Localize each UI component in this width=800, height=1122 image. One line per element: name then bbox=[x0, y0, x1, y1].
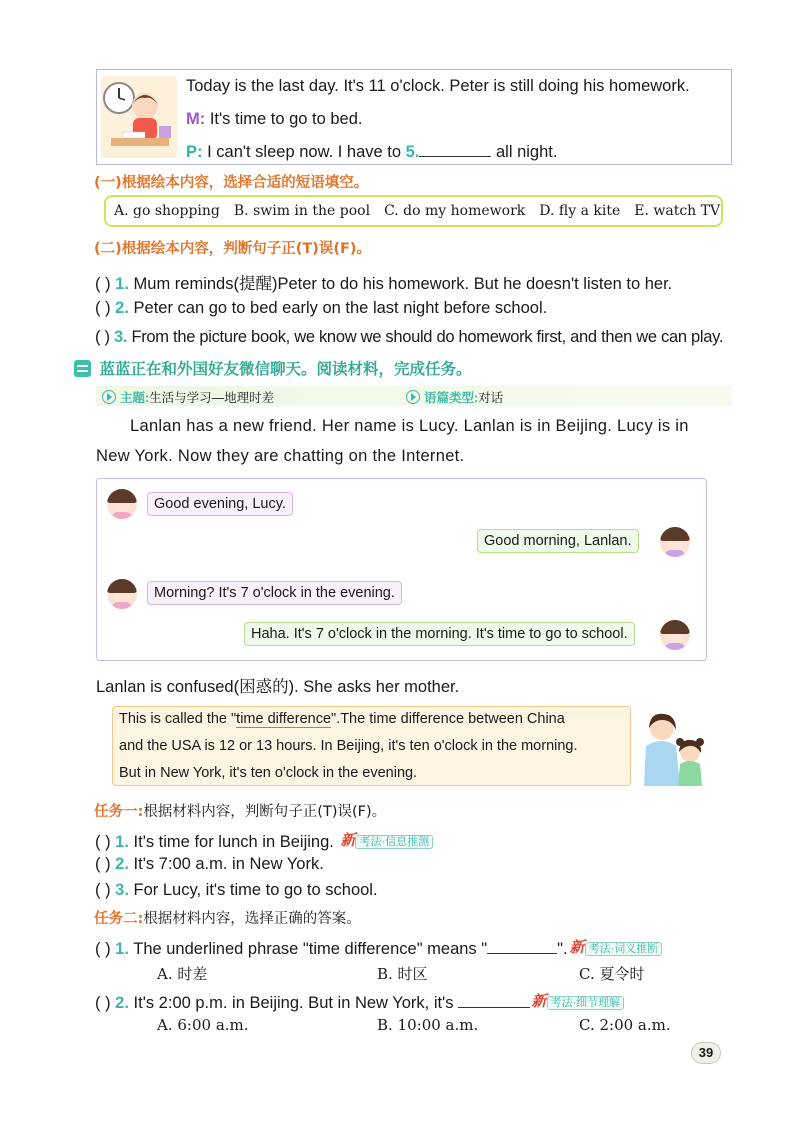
q1-option-c[interactable]: C. 夏令时 bbox=[579, 965, 645, 983]
item-text: Mum reminds(提醒)Peter to do his homework. But he doesn't listen to her. bbox=[133, 275, 673, 293]
answer-paren[interactable]: ( ) bbox=[95, 833, 111, 851]
item-text: From the picture book, we know we should do homework first, and then we can play. bbox=[131, 328, 724, 346]
answer-paren[interactable]: ( ) bbox=[95, 855, 111, 873]
explain-text-a: This is called the " bbox=[119, 711, 237, 727]
story-p-text-b: all night. bbox=[496, 143, 558, 161]
answer-blank[interactable] bbox=[487, 953, 557, 954]
new-method-tag bbox=[570, 936, 663, 957]
play-icon bbox=[406, 390, 420, 404]
item-number: 1. bbox=[115, 275, 129, 293]
tag-label: 考法·信息推测 bbox=[355, 835, 433, 849]
part2-item-2 bbox=[95, 299, 547, 318]
play-icon bbox=[102, 390, 116, 404]
type-value: 对话 bbox=[478, 391, 504, 405]
q2-option-c[interactable]: C. 2:00 a.m. bbox=[579, 1016, 671, 1034]
answer-blank[interactable] bbox=[458, 1007, 530, 1008]
item-text: It's 2:00 p.m. in Beijing. But in New York, it's bbox=[133, 994, 454, 1012]
speaker-m: M: bbox=[186, 110, 206, 128]
topic-label: 主题: bbox=[120, 391, 150, 405]
task1-item-3 bbox=[95, 881, 378, 900]
section-header bbox=[74, 357, 471, 379]
task2-question-2 bbox=[95, 990, 624, 1013]
story-line-p bbox=[186, 143, 557, 162]
part2-heading: (二)根据绘本内容，判断句子正(T)误(F)。 bbox=[94, 241, 372, 257]
item-text: It's 7:00 a.m. in New York. bbox=[133, 855, 324, 873]
explain-line-3: But in New York, it's ten o'clock in the evening. bbox=[119, 765, 418, 781]
tag-label: 考法·细节理解 bbox=[547, 996, 625, 1010]
choice-a: A. go shopping bbox=[114, 203, 220, 219]
speaker-p: P: bbox=[186, 143, 203, 161]
explain-text-b: ".The time difference between China bbox=[331, 711, 565, 727]
answer-paren[interactable]: ( ) bbox=[95, 328, 110, 346]
choice-box bbox=[104, 195, 723, 227]
topic-bar bbox=[96, 386, 732, 406]
topic-tag bbox=[102, 388, 274, 406]
part2-item-3 bbox=[95, 328, 723, 347]
section-title: 蓝蓝正在和外国好友微信聊天。阅读材料，完成任务。 bbox=[99, 360, 472, 378]
q1-option-a[interactable]: A. 时差 bbox=[157, 965, 208, 983]
answer-paren[interactable]: ( ) bbox=[95, 881, 111, 899]
answer-paren[interactable]: ( ) bbox=[95, 299, 111, 317]
topic-value: 生活与学习—地理时差 bbox=[149, 391, 275, 405]
choice-d: D. fly a kite bbox=[539, 203, 621, 219]
item-number: 1. bbox=[115, 940, 129, 958]
type-label: 语篇类型: bbox=[424, 391, 479, 405]
story-p-text-a: I can't sleep now. I have to bbox=[207, 143, 402, 161]
answer-paren[interactable]: ( ) bbox=[95, 940, 111, 958]
underlined-term: time difference bbox=[236, 711, 332, 727]
story-m-text: It's time to go to bed. bbox=[209, 110, 363, 128]
q2-option-b[interactable]: B. 10:00 a.m. bbox=[377, 1016, 479, 1034]
chat-bubble-1: Good evening, Lucy. bbox=[147, 492, 293, 516]
task2-question-1 bbox=[95, 936, 662, 959]
confused-line: Lanlan is confused(困惑的). She asks her mother. bbox=[96, 678, 460, 696]
lucy-avatar bbox=[660, 527, 690, 557]
answer-blank-5[interactable] bbox=[419, 156, 491, 157]
explain-line-1 bbox=[119, 711, 565, 727]
q2-option-a[interactable]: A. 6:00 a.m. bbox=[157, 1016, 249, 1034]
explain-line-2: and the USA is 12 or 13 hours. In Beijing, it's ten o'clock in the morning. bbox=[119, 738, 578, 754]
new-method-tag bbox=[340, 829, 433, 850]
part1-heading: (一)根据绘本内容，选择合适的短语填空。 bbox=[94, 175, 369, 191]
lanlan-avatar bbox=[107, 579, 137, 609]
new-method-tag bbox=[532, 990, 625, 1011]
chat-bubble-2: Good morning, Lanlan. bbox=[477, 529, 639, 553]
q1-option-b[interactable]: B. 时区 bbox=[377, 965, 428, 983]
tag-new-char: 新 bbox=[340, 832, 356, 849]
task2-label: 任务二: bbox=[94, 911, 144, 927]
page-number: 39 bbox=[691, 1042, 721, 1064]
choice-e: E. watch TV bbox=[634, 203, 721, 219]
item-text: It's time for lunch in Beijing. bbox=[133, 833, 334, 851]
item-text: For Lucy, it's time to go to school. bbox=[133, 881, 378, 899]
tag-new-char: 新 bbox=[531, 993, 547, 1010]
story-line-m bbox=[186, 110, 363, 129]
item-number: 2. bbox=[115, 855, 129, 873]
type-tag bbox=[406, 388, 503, 406]
task1-instruction: 根据材料内容，判断句子正(T)误(F)。 bbox=[143, 804, 387, 820]
item-text-end: ". bbox=[557, 940, 568, 958]
list-icon bbox=[74, 360, 91, 377]
item-number: 1. bbox=[115, 833, 129, 851]
tag-label: 考法·词义推断 bbox=[585, 942, 663, 956]
item-number: 3. bbox=[115, 881, 129, 899]
item-number: 2. bbox=[115, 299, 129, 317]
mother-child-image bbox=[636, 706, 708, 788]
item-text: Peter can go to bed early on the last night before school. bbox=[133, 299, 548, 317]
part2-item-1 bbox=[95, 270, 672, 294]
answer-paren[interactable]: ( ) bbox=[95, 275, 111, 293]
lucy-avatar bbox=[660, 620, 690, 650]
passage-line-2: New York. Now they are chatting on the Internet. bbox=[96, 447, 465, 465]
task1-heading bbox=[94, 800, 386, 821]
story-illustration bbox=[101, 76, 177, 158]
chat-bubble-4: Haha. It's 7 o'clock in the morning. It's time to go to school. bbox=[244, 622, 635, 646]
explanation-box bbox=[112, 706, 631, 786]
blank-number-5: 5. bbox=[405, 143, 420, 161]
item-number: 2. bbox=[115, 994, 129, 1012]
answer-paren[interactable]: ( ) bbox=[95, 994, 111, 1012]
task2-heading bbox=[94, 907, 361, 928]
chat-bubble-3: Morning? It's 7 o'clock in the evening. bbox=[147, 581, 402, 605]
boy-homework-image bbox=[101, 76, 177, 158]
choice-b: B. swim in the pool bbox=[233, 203, 371, 219]
lanlan-avatar bbox=[107, 489, 137, 519]
choice-c: C. do my homework bbox=[384, 203, 526, 219]
task1-item-2 bbox=[95, 855, 324, 874]
item-text: The underlined phrase "time difference" means " bbox=[133, 940, 488, 958]
tag-new-char: 新 bbox=[569, 939, 585, 956]
item-number: 3. bbox=[113, 328, 128, 346]
task1-label: 任务一: bbox=[94, 804, 144, 820]
story-line-1: Today is the last day. It's 11 o'clock. Peter is still doing his homework. bbox=[186, 77, 690, 95]
passage-line-1: Lanlan has a new friend. Her name is Lucy. Lanlan is in Beijing. Lucy is in bbox=[130, 417, 689, 435]
task2-instruction: 根据材料内容，选择正确的答案。 bbox=[143, 911, 361, 927]
task1-item-1 bbox=[95, 829, 433, 852]
